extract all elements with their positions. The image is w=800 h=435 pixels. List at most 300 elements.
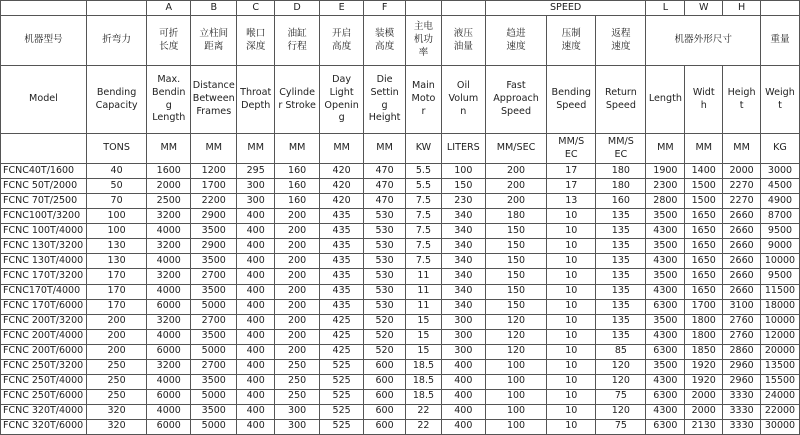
table-cell: 1700 xyxy=(685,299,723,314)
table-cell: 425 xyxy=(320,344,364,359)
table-cell: 100 xyxy=(86,224,146,239)
table-cell: 50 xyxy=(86,179,146,194)
table-cell: 1800 xyxy=(685,329,723,344)
unit-cell: MM xyxy=(275,133,320,164)
table-cell: 150 xyxy=(485,284,546,299)
table-cell: 10 xyxy=(547,284,596,299)
table-cell: 10000 xyxy=(761,314,800,329)
table-cell: 3500 xyxy=(191,254,237,269)
blank-cell xyxy=(441,1,485,16)
table-cell: 530 xyxy=(364,284,406,299)
table-cell: 22 xyxy=(406,404,442,419)
table-cell: 11 xyxy=(406,284,442,299)
table-cell: 10 xyxy=(547,329,596,344)
table-cell: 3100 xyxy=(723,299,761,314)
column-letter-h: H xyxy=(723,1,761,16)
table-row xyxy=(1,329,800,344)
table-cell: 400 xyxy=(441,374,485,389)
table-cell: 420 xyxy=(320,179,364,194)
header-cn-press: 压制 速度 xyxy=(547,16,596,66)
table-cell: 3200 xyxy=(147,209,191,224)
table-cell: 530 xyxy=(364,239,406,254)
table-cell: 1650 xyxy=(685,284,723,299)
table-cell: 435 xyxy=(320,254,364,269)
table-cell: 1650 xyxy=(685,269,723,284)
unit-cell: KG xyxy=(761,133,800,164)
header-en-cylinder: Cylinde r Stroke xyxy=(275,66,320,134)
table-cell: 11 xyxy=(406,269,442,284)
column-letter-c: C xyxy=(237,1,275,16)
table-cell: 120 xyxy=(485,329,546,344)
header-en-model: Model xyxy=(1,66,87,134)
table-cell: 520 xyxy=(364,329,406,344)
model-cell: FCNC 50T/2000 xyxy=(1,179,87,194)
header-en-approach: Fast Approach Speed xyxy=(485,66,546,134)
table-cell: 6300 xyxy=(646,344,685,359)
table-cell: 300 xyxy=(275,404,320,419)
table-cell: 160 xyxy=(275,164,320,179)
header-cn-motor: 主电 机功 率 xyxy=(406,16,442,66)
table-cell: 400 xyxy=(237,239,275,254)
table-cell: 530 xyxy=(364,209,406,224)
table-cell: 600 xyxy=(364,374,406,389)
table-cell: 120 xyxy=(596,374,646,389)
table-cell: 2130 xyxy=(685,419,723,434)
table-cell: 10 xyxy=(547,254,596,269)
table-cell: 7.5 xyxy=(406,239,442,254)
column-letter-f: F xyxy=(364,1,406,16)
table-cell: 2000 xyxy=(685,404,723,419)
table-cell: 520 xyxy=(364,344,406,359)
table-cell: 2800 xyxy=(646,194,685,209)
table-row xyxy=(1,359,800,374)
table-cell: 4300 xyxy=(646,224,685,239)
table-cell: 4300 xyxy=(646,284,685,299)
table-cell: 70 xyxy=(86,194,146,209)
table-cell: 340 xyxy=(441,209,485,224)
unit-cell: TONS xyxy=(86,133,146,164)
table-cell: 4500 xyxy=(761,179,800,194)
table-cell: 400 xyxy=(441,389,485,404)
table-cell: 1650 xyxy=(685,239,723,254)
table-cell: 400 xyxy=(237,299,275,314)
model-cell: FCNC 200T/4000 xyxy=(1,329,87,344)
table-row xyxy=(1,419,800,434)
column-letter-a: A xyxy=(147,1,191,16)
table-cell: 8700 xyxy=(761,209,800,224)
table-cell: 2660 xyxy=(723,269,761,284)
table-cell: 15 xyxy=(406,314,442,329)
model-cell: FCNC 200T/3200 xyxy=(1,314,87,329)
table-cell: 10 xyxy=(547,419,596,434)
table-cell: 1500 xyxy=(685,179,723,194)
table-cell: 600 xyxy=(364,419,406,434)
table-cell: 2270 xyxy=(723,194,761,209)
table-cell: 130 xyxy=(86,254,146,269)
table-cell: 100 xyxy=(86,209,146,224)
table-cell: 3330 xyxy=(723,404,761,419)
table-cell: 30000 xyxy=(761,419,800,434)
english-header-row xyxy=(1,66,800,134)
table-cell: 1400 xyxy=(685,164,723,179)
table-cell: 420 xyxy=(320,194,364,209)
table-cell: 75 xyxy=(596,419,646,434)
table-cell: 11 xyxy=(406,299,442,314)
table-cell: 1600 xyxy=(147,164,191,179)
table-cell: 470 xyxy=(364,194,406,209)
table-cell: 2960 xyxy=(723,359,761,374)
table-cell: 200 xyxy=(86,314,146,329)
table-cell: 525 xyxy=(320,359,364,374)
model-cell: FCNC170T/4000 xyxy=(1,284,87,299)
header-cn-bend-length: 可折 长度 xyxy=(147,16,191,66)
table-cell: 400 xyxy=(237,224,275,239)
table-cell: 400 xyxy=(441,404,485,419)
unit-cell: MM xyxy=(723,133,761,164)
table-cell: 150 xyxy=(485,239,546,254)
table-cell: 2270 xyxy=(723,179,761,194)
table-row xyxy=(1,374,800,389)
unit-cell: MM xyxy=(685,133,723,164)
blank-cell xyxy=(86,1,146,16)
table-cell: 425 xyxy=(320,329,364,344)
table-cell: 160 xyxy=(275,179,320,194)
unit-cell: KW xyxy=(406,133,442,164)
table-cell: 4900 xyxy=(761,194,800,209)
table-cell: 135 xyxy=(596,314,646,329)
table-cell: 2660 xyxy=(723,239,761,254)
table-cell: 400 xyxy=(237,269,275,284)
blank-cell xyxy=(1,1,87,16)
column-letter-b: B xyxy=(191,1,237,16)
header-en-daylight: Day Light Openin g xyxy=(320,66,364,134)
table-cell: 2000 xyxy=(723,164,761,179)
model-cell: FCNC 250T/4000 xyxy=(1,374,87,389)
table-cell: 135 xyxy=(596,209,646,224)
table-cell: 525 xyxy=(320,404,364,419)
table-cell: 2860 xyxy=(723,344,761,359)
table-cell: 160 xyxy=(275,194,320,209)
table-cell: 7.5 xyxy=(406,194,442,209)
table-cell: 435 xyxy=(320,284,364,299)
model-cell: FCNC 320T/4000 xyxy=(1,404,87,419)
table-cell: 10 xyxy=(547,269,596,284)
table-cell: 200 xyxy=(275,329,320,344)
table-cell: 340 xyxy=(441,239,485,254)
unit-cell: MM/S EC xyxy=(596,133,646,164)
table-cell: 100 xyxy=(485,359,546,374)
table-cell: 15 xyxy=(406,329,442,344)
table-cell: 10 xyxy=(547,209,596,224)
header-cn-model: 机器型号 xyxy=(1,16,87,66)
unit-cell: MM xyxy=(364,133,406,164)
table-cell: 9500 xyxy=(761,269,800,284)
table-cell: 2660 xyxy=(723,209,761,224)
table-cell: 1200 xyxy=(191,164,237,179)
table-cell: 1900 xyxy=(646,164,685,179)
model-cell: FCNC 70T/2500 xyxy=(1,194,87,209)
header-en-weight: Weigh t xyxy=(761,66,800,134)
table-row xyxy=(1,209,800,224)
blank-cell xyxy=(761,1,800,16)
table-cell: 3330 xyxy=(723,419,761,434)
table-cell: 300 xyxy=(275,419,320,434)
table-cell: 135 xyxy=(596,299,646,314)
model-cell: FCNC 130T/4000 xyxy=(1,254,87,269)
unit-cell: LITERS xyxy=(441,133,485,164)
table-cell: 300 xyxy=(237,179,275,194)
table-cell: 600 xyxy=(364,389,406,404)
unit-cell: MM xyxy=(191,133,237,164)
table-cell: 15 xyxy=(406,344,442,359)
table-cell: 3500 xyxy=(191,329,237,344)
table-cell: 4000 xyxy=(147,329,191,344)
table-cell: 10 xyxy=(547,224,596,239)
table-cell: 2000 xyxy=(685,389,723,404)
model-cell: FCNC 100T/4000 xyxy=(1,224,87,239)
table-cell: 2900 xyxy=(191,209,237,224)
table-cell: 20000 xyxy=(761,344,800,359)
chinese-header-row xyxy=(1,16,800,66)
table-row xyxy=(1,179,800,194)
table-cell: 13500 xyxy=(761,359,800,374)
table-cell: 200 xyxy=(86,344,146,359)
table-cell: 2500 xyxy=(147,194,191,209)
table-cell: 200 xyxy=(86,329,146,344)
table-cell: 3500 xyxy=(646,239,685,254)
table-cell: 250 xyxy=(86,389,146,404)
table-cell: 1650 xyxy=(685,224,723,239)
table-cell: 150 xyxy=(485,224,546,239)
header-en-bending: Bending Capacity xyxy=(86,66,146,134)
table-cell: 3500 xyxy=(646,209,685,224)
table-cell: 400 xyxy=(441,419,485,434)
table-cell: 435 xyxy=(320,269,364,284)
table-cell: 40 xyxy=(86,164,146,179)
table-cell: 530 xyxy=(364,269,406,284)
table-cell: 400 xyxy=(237,254,275,269)
table-cell: 200 xyxy=(275,239,320,254)
table-cell: 135 xyxy=(596,239,646,254)
table-cell: 1850 xyxy=(685,344,723,359)
table-cell: 3200 xyxy=(147,359,191,374)
table-cell: 10 xyxy=(547,359,596,374)
table-cell: 340 xyxy=(441,299,485,314)
table-cell: 2660 xyxy=(723,254,761,269)
table-cell: 100 xyxy=(441,164,485,179)
table-cell: 130 xyxy=(86,239,146,254)
table-cell: 340 xyxy=(441,224,485,239)
table-cell: 340 xyxy=(441,254,485,269)
table-cell: 400 xyxy=(237,359,275,374)
header-cn-bending: 折弯力 xyxy=(86,16,146,66)
header-cn-return: 返程 速度 xyxy=(596,16,646,66)
table-cell: 2300 xyxy=(646,179,685,194)
table-row xyxy=(1,389,800,404)
table-cell: 2760 xyxy=(723,314,761,329)
table-cell: 2760 xyxy=(723,329,761,344)
table-cell: 180 xyxy=(596,179,646,194)
table-cell: 400 xyxy=(237,209,275,224)
table-cell: 135 xyxy=(596,284,646,299)
table-cell: 3200 xyxy=(147,269,191,284)
table-cell: 170 xyxy=(86,284,146,299)
header-cn-cylinder: 油缸 行程 xyxy=(275,16,320,66)
header-cn-die: 装模 高度 xyxy=(364,16,406,66)
table-cell: 13 xyxy=(547,194,596,209)
table-cell: 435 xyxy=(320,299,364,314)
table-cell: 7.5 xyxy=(406,209,442,224)
table-cell: 1800 xyxy=(685,314,723,329)
header-en-die: Die Settin g Height xyxy=(364,66,406,134)
table-cell: 6000 xyxy=(147,389,191,404)
table-cell: 3500 xyxy=(191,374,237,389)
table-cell: 2200 xyxy=(191,194,237,209)
table-cell: 600 xyxy=(364,359,406,374)
table-cell: 470 xyxy=(364,179,406,194)
table-cell: 340 xyxy=(441,269,485,284)
table-cell: 6000 xyxy=(147,419,191,434)
table-cell: 435 xyxy=(320,239,364,254)
table-cell: 530 xyxy=(364,254,406,269)
table-cell: 4000 xyxy=(147,284,191,299)
table-cell: 11500 xyxy=(761,284,800,299)
table-cell: 3000 xyxy=(761,164,800,179)
table-cell: 200 xyxy=(275,269,320,284)
table-cell: 250 xyxy=(86,359,146,374)
header-en-throat: Throat Depth xyxy=(237,66,275,134)
table-cell: 2700 xyxy=(191,314,237,329)
table-cell: 17 xyxy=(547,179,596,194)
table-row xyxy=(1,269,800,284)
table-cell: 1920 xyxy=(685,374,723,389)
table-cell: 1650 xyxy=(685,254,723,269)
table-cell: 2900 xyxy=(191,239,237,254)
header-cn-approach: 趋进 速度 xyxy=(485,16,546,66)
header-cn-weight: 重量 xyxy=(761,16,800,66)
table-cell: 200 xyxy=(275,314,320,329)
table-cell: 10 xyxy=(547,239,596,254)
table-row xyxy=(1,164,800,179)
table-cell: 10000 xyxy=(761,254,800,269)
table-cell: 530 xyxy=(364,224,406,239)
table-cell: 1500 xyxy=(685,194,723,209)
units-row xyxy=(1,133,800,164)
table-cell: 5000 xyxy=(191,419,237,434)
table-cell: 6300 xyxy=(646,389,685,404)
table-cell: 200 xyxy=(275,209,320,224)
table-cell: 5.5 xyxy=(406,179,442,194)
table-cell: 15500 xyxy=(761,374,800,389)
table-cell: 435 xyxy=(320,209,364,224)
table-cell: 4300 xyxy=(646,329,685,344)
table-cell: 10 xyxy=(547,344,596,359)
table-cell: 75 xyxy=(596,389,646,404)
blank-cell xyxy=(406,1,442,16)
table-cell: 200 xyxy=(275,344,320,359)
table-cell: 18.5 xyxy=(406,359,442,374)
table-cell: 135 xyxy=(596,269,646,284)
table-cell: 10 xyxy=(547,299,596,314)
table-cell: 200 xyxy=(275,284,320,299)
table-cell: 200 xyxy=(485,179,546,194)
unit-cell: MM xyxy=(147,133,191,164)
table-cell: 400 xyxy=(441,359,485,374)
table-cell: 400 xyxy=(237,389,275,404)
header-en-height: Heigh t xyxy=(723,66,761,134)
speed-group-header: SPEED xyxy=(485,1,646,16)
header-en-bend-length: Max. Bendin g Length xyxy=(147,66,191,134)
table-cell: 230 xyxy=(441,194,485,209)
table-cell: 100 xyxy=(485,389,546,404)
table-cell: 3500 xyxy=(191,224,237,239)
header-en-length: Length xyxy=(646,66,685,134)
table-cell: 150 xyxy=(485,299,546,314)
unit-cell: MM/S EC xyxy=(547,133,596,164)
table-cell: 2960 xyxy=(723,374,761,389)
table-row xyxy=(1,194,800,209)
table-cell: 135 xyxy=(596,224,646,239)
table-cell: 250 xyxy=(275,374,320,389)
header-en-oil: Oil Volum n xyxy=(441,66,485,134)
table-cell: 170 xyxy=(86,299,146,314)
table-cell: 10 xyxy=(547,374,596,389)
blank-cell xyxy=(1,133,87,164)
table-row xyxy=(1,344,800,359)
table-cell: 3200 xyxy=(147,314,191,329)
table-cell: 525 xyxy=(320,389,364,404)
table-cell: 6300 xyxy=(646,419,685,434)
table-cell: 4000 xyxy=(147,404,191,419)
table-row xyxy=(1,299,800,314)
table-cell: 200 xyxy=(485,194,546,209)
table-cell: 2700 xyxy=(191,359,237,374)
model-cell: FCNC 250T/6000 xyxy=(1,389,87,404)
table-row xyxy=(1,254,800,269)
table-cell: 3330 xyxy=(723,389,761,404)
unit-cell: MM xyxy=(646,133,685,164)
table-cell: 4000 xyxy=(147,224,191,239)
table-cell: 2700 xyxy=(191,269,237,284)
table-cell: 470 xyxy=(364,164,406,179)
table-cell: 525 xyxy=(320,374,364,389)
table-cell: 5000 xyxy=(191,389,237,404)
table-cell: 200 xyxy=(275,254,320,269)
table-cell: 320 xyxy=(86,419,146,434)
header-en-press: Bending Speed xyxy=(547,66,596,134)
table-cell: 5000 xyxy=(191,344,237,359)
table-cell: 6000 xyxy=(147,299,191,314)
table-cell: 425 xyxy=(320,314,364,329)
table-cell: 150 xyxy=(441,179,485,194)
table-cell: 525 xyxy=(320,419,364,434)
table-cell: 9000 xyxy=(761,239,800,254)
table-cell: 1650 xyxy=(685,209,723,224)
table-cell: 12000 xyxy=(761,329,800,344)
table-cell: 295 xyxy=(237,164,275,179)
table-cell: 320 xyxy=(86,404,146,419)
table-row xyxy=(1,284,800,299)
table-cell: 100 xyxy=(485,404,546,419)
table-cell: 200 xyxy=(275,299,320,314)
table-cell: 6300 xyxy=(646,299,685,314)
table-cell: 120 xyxy=(596,359,646,374)
table-cell: 120 xyxy=(596,404,646,419)
table-cell: 2660 xyxy=(723,224,761,239)
table-cell: 200 xyxy=(275,224,320,239)
table-row xyxy=(1,239,800,254)
model-cell: FCNC 130T/3200 xyxy=(1,239,87,254)
